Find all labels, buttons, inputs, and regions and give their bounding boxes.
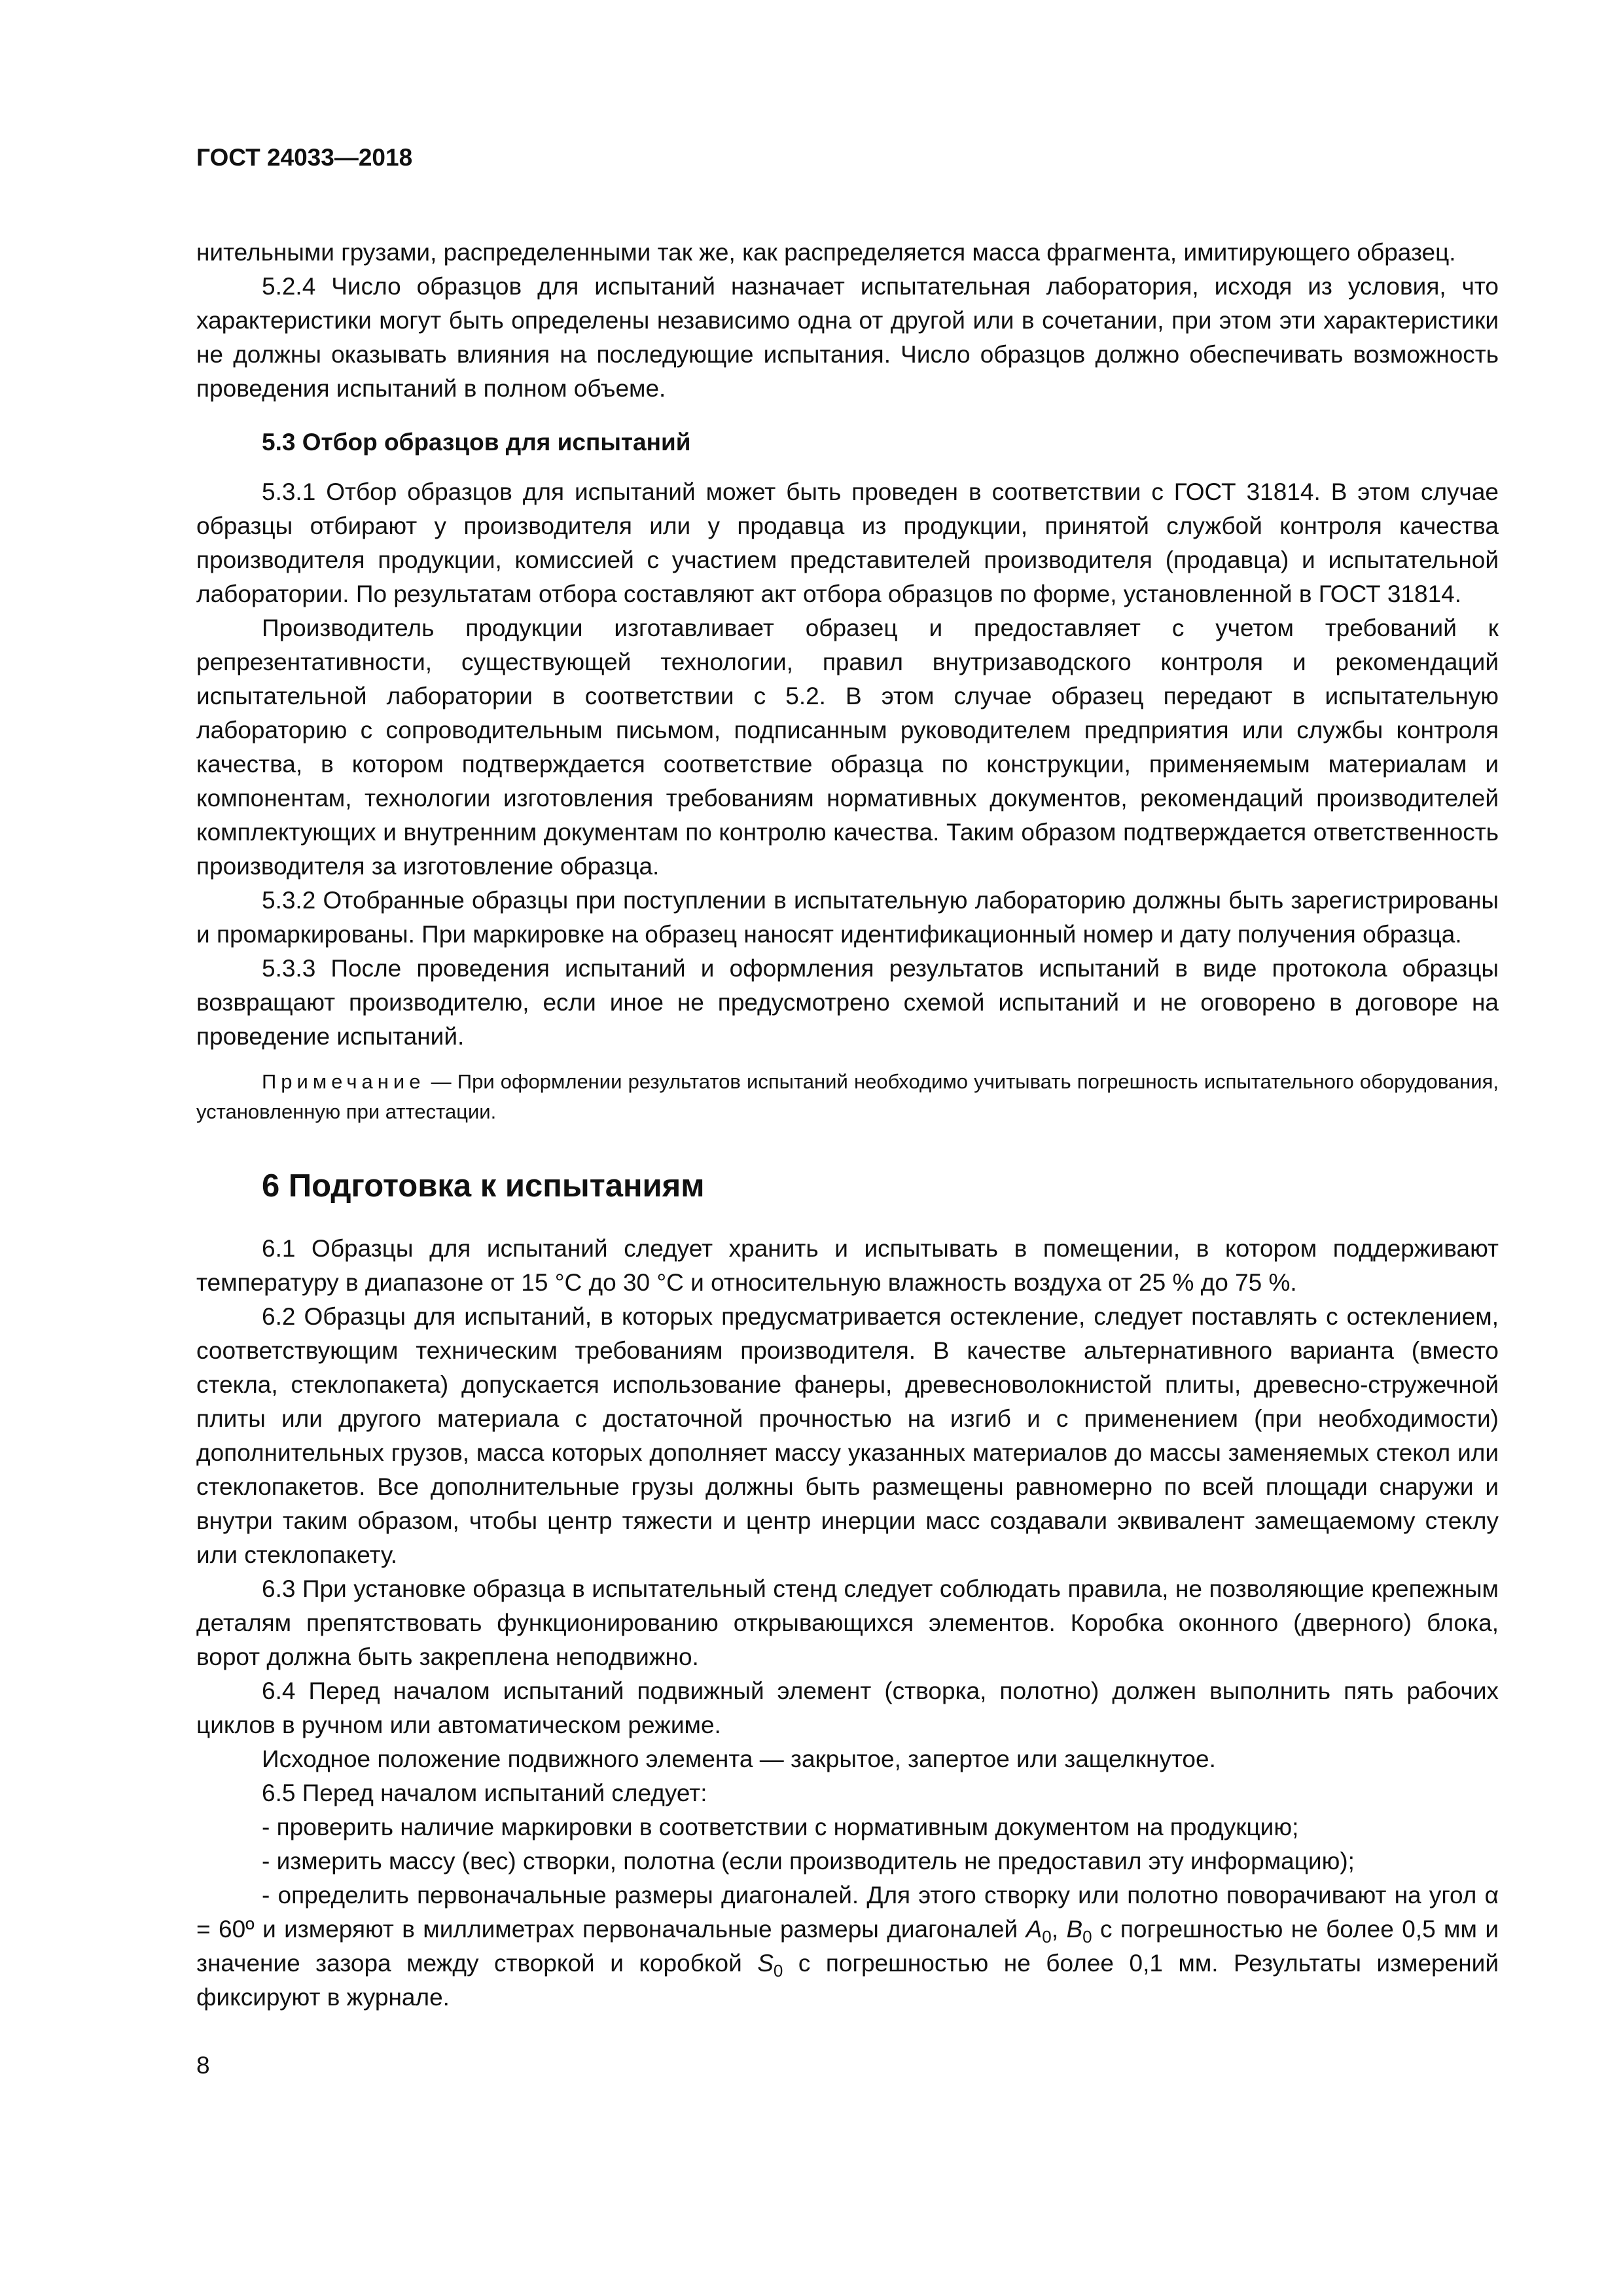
alpha-symbol: α	[1484, 1882, 1499, 1909]
variable-s: S	[757, 1950, 774, 1977]
note	[196, 1067, 1499, 1127]
text-run: с погрешностью не более 0,1 мм. Результаты измерений фиксируют в журнале.	[196, 1950, 1499, 2011]
list-item: - измерить массу (вес) створки, полотна (если производитель не предоставил эту информацию);	[262, 1848, 1355, 1874]
text-run: - определить первоначальные размеры диагоналей. Для этого створку или полотно поворачивают на угол	[262, 1882, 1485, 1909]
section-heading-6: 6 Подготовка к испытаниям	[262, 1168, 705, 1204]
paragraph-5-3-3: 5.3.3 После проведения испытаний и оформления результатов испытаний в виде протокола образцы возвращают производителю, если иное не предусмотрено схемой испытаний и не оговорено в договоре на проведение испытаний.	[196, 955, 1499, 1050]
text-run: с погрешностью не более 0,5 мм и значение зазора между створкой и коробкой	[196, 1916, 1499, 1977]
subscript: 0	[1082, 1927, 1092, 1946]
subscript: 0	[773, 1961, 783, 1981]
list-item-diagonals	[196, 1878, 1499, 2015]
paragraph-6-2: 6.2 Образцы для испытаний, в которых предусматривается остекление, следует поставлять с остеклением, соответствующим техническим требованиям производителя. В качестве альтернативного варианта (вместо стекла, стеклопакета) допускается использование фанеры, древесноволокнистой плиты, древесно-стружечной плиты или другого материала с достаточной прочностью на изгиб и с применением (при необходимости) дополнительных грузов, масса которых дополняет массу указанных материалов до массы заменяемых стекол или стеклопакетов. Все дополнительные грузы должны быть размещены равномерно по всей площади снаружи и внутри таким образом, чтобы центр тяжести и центр инерции масс создавали эквивалент замещаемому стеклу или стеклопакету.	[196, 1303, 1499, 1568]
paragraph-5-3-1: 5.3.1 Отбор образцов для испытаний может быть проведен в соответствии с ГОСТ 31814. В этом случае образцы отбирают у производителя или у продавца из продукции, принятой службой контроля качества производителя продукции, комиссией с участием представителей производителя (продавца) и испытательной лаборатории. По результатам отбора составляют акт отбора образцов по форме, установленной в ГОСТ 31814.	[196, 478, 1499, 607]
list-item: - проверить наличие маркировки в соответствии с нормативным документом на продукцию;	[262, 1814, 1299, 1840]
variable-b: B	[1066, 1916, 1083, 1943]
paragraph: нительными грузами, распределенными так же, как распределяется масса фрагмента, имитирующего образец.	[196, 239, 1456, 266]
note-text: — При оформлении результатов испытаний необходимо учитывать погрешность испытательного оборудования, установленную при аттестации.	[196, 1070, 1499, 1123]
paragraph-6-4: 6.4 Перед началом испытаний подвижный элемент (створка, полотно) должен выполнить пять рабочих циклов в ручном или автоматическом режиме.	[196, 1677, 1499, 1738]
text-run: = 60º и измеряют в миллиметрах первоначальные размеры диагоналей	[196, 1916, 1026, 1943]
document-page	[196, 144, 1499, 2015]
section-heading-5-3: 5.3 Отбор образцов для испытаний	[262, 429, 691, 456]
text-run: ,	[1051, 1916, 1067, 1943]
paragraph-5-3-2: 5.3.2 Отобранные образцы при поступлении в испытательную лабораторию должны быть зарегистрированы и промаркированы. При маркировке на образец наносят идентификационный номер и дату получения образца.	[196, 887, 1499, 948]
document-header: ГОСТ 24033—2018	[196, 144, 413, 171]
paragraph-5-2-4: 5.2.4 Число образцов для испытаний назначает испытательная лаборатория, исходя из условия, что характеристики могут быть определены независимо одна от другой или в сочетании, при этом эти характеристики не должны оказывать влияния на последующие испытания. Число образцов должно обеспечивать возможность проведения испытаний в полном объеме.	[196, 273, 1499, 402]
page-number: 8	[196, 2052, 210, 2079]
paragraph-6-3: 6.3 При установке образца в испытательный стенд следует соблюдать правила, не позволяющие крепежным деталям препятствовать функционированию открывающихся элементов. Коробка оконного (дверного) блока, ворот должна быть закреплена неподвижно.	[196, 1575, 1499, 1670]
note-label: Примечание	[262, 1070, 425, 1093]
variable-a: A	[1026, 1916, 1043, 1943]
paragraph-6-5: 6.5 Перед началом испытаний следует:	[262, 1780, 707, 1806]
paragraph-initial-position: Исходное положение подвижного элемента — закрытое, запертое или защелкнутое.	[262, 1746, 1216, 1772]
paragraph-6-1: 6.1 Образцы для испытаний следует хранить и испытывать в помещении, в котором поддерживают температуру в диапазоне от 15 °С до 30 °С и относительную влажность воздуха от 25 % до 75 %.	[196, 1235, 1499, 1296]
paragraph-manufacturer: Производитель продукции изготавливает образец и предоставляет с учетом требований к репрезентативности, существующей технологии, правил внутризаводского контроля и рекомендаций испытательной лаборатории в соответствии с 5.2. В этом случае образец передают в испытательную лабораторию с сопроводительным письмом, подписанным руководителем предприятия или службы контроля качества, в котором подтверждается соответствие образца по конструкции, применяемым материалам и компонентам, технологии изготовления требованиям нормативных документов, рекомендаций производителей комплектующих и внутренним документам по контролю качества. Таким образом подтверждается ответственность производителя за изготовление образца.	[196, 615, 1499, 880]
subscript: 0	[1042, 1927, 1052, 1946]
